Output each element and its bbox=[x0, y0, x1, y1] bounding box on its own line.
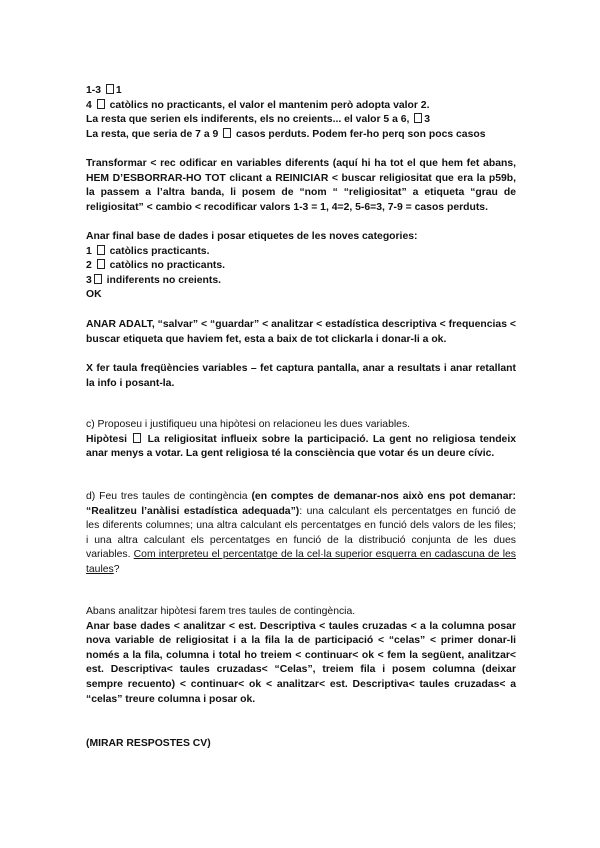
label-item: 3 indiferents no creients. bbox=[86, 274, 221, 286]
footer-note: (MIRAR RESPOSTES CV) bbox=[86, 738, 211, 749]
analysis-intro: Abans analitzar hipòtesi farem tres taules de contingència. bbox=[86, 606, 356, 617]
missing-glyph-icon bbox=[94, 274, 102, 284]
frequency-table-paragraph: X fer taula freqüències variables – fet captura pantalla, anar a resultats i anar retallant la info i posant-la. bbox=[86, 363, 516, 389]
recode-line-1: 1-3 1 bbox=[86, 85, 122, 96]
recode-line-3: La resta que serien els indiferents, els no creients... el valor 5 a 6, 3 bbox=[86, 114, 431, 126]
missing-glyph-icon bbox=[106, 84, 114, 94]
label-item: 1 catòlics practicants. bbox=[86, 245, 210, 257]
missing-glyph-icon bbox=[133, 433, 141, 443]
missing-glyph-icon bbox=[97, 245, 105, 255]
labels-intro: Anar final base de dades i posar etiquetes de les noves categories: bbox=[86, 231, 418, 242]
recode-section bbox=[86, 84, 516, 142]
missing-glyph-icon bbox=[97, 259, 105, 269]
missing-glyph-icon bbox=[97, 99, 105, 109]
hypothesis-question: c) Proposeu i justifiqueu una hipòtesi on relacioneu les dues variables. bbox=[86, 419, 411, 430]
hypothesis-answer: Hipòtesi La religiositat influeix sobre la participació. La gent no religiosa tendeix anar menys a votar. La gent religiosa té la consciència que votar és un deure cívic. bbox=[86, 433, 516, 460]
missing-glyph-icon bbox=[223, 128, 231, 138]
labels-section bbox=[86, 230, 516, 303]
analysis-section bbox=[86, 605, 516, 707]
save-paragraph: ANAR ADALT, “salvar” < “guardar” < analitzar < estadística descriptiva < frequencias < buscar etiqueta que haviem fet, esta a baix de tot clickarla i donar-li a ok. bbox=[86, 319, 516, 345]
recode-line-4: La resta, que seria de 7 a 9 casos perduts. Podem fer-ho perq son pocs casos bbox=[86, 128, 486, 140]
analysis-paragraph: Anar base dades < analitzar < est. Descriptiva < taules cruzadas < a la columna posar nova variable de religiositat i a la fila la de participació < “celas” < primer donar-li només a la fila, columna i total ho treiem < continuar< ok < fem la següent, analitzar< est. Descriptiva< taules cruzadas< “Celas”, treiem fila i posem columna (deixar sempre recuento) < continuar< ok < analitzar< est. Descriptiva< taules cruzadas< a “celas” treure columna i posar ok. bbox=[86, 620, 516, 705]
hypothesis-section bbox=[86, 418, 516, 462]
contingency-question: d) Feu tres taules de contingència (en comptes de demanar-nos això ens pot demanar: “Realitzeu l’anàlisi estadística adequada”): una calculant els percentatges en funció de les diferents columnes; una altra calculant els percentatges en funció dels valors de les files; i una altra calculant els percentatges en funció de la distribució conjunta de les dues variables. Com interpreteu el percentatge de la cel·la superior esquerra en cadascuna de les taules? bbox=[86, 491, 517, 575]
recode-line-2: 4 catòlics no practicants, el valor el mantenim però adopta valor 2. bbox=[86, 99, 430, 111]
transform-paragraph: Transformar < rec odificar en variables diferents (aquí hi ha tot el que hem fet abans, HEM D’ESBORRAR-HO TOT clicant a REINICIAR < buscar religiositat que era la p59b, la passem a l’altra banda, li posem de “nom “ “religiositat” a etiqueta “grau de religiositat” < cambio < recodificar valors 1-3 = 1, 4=2, 5-6=3, 7-9 = casos perduts. bbox=[86, 158, 516, 213]
labels-ok: OK bbox=[86, 289, 102, 301]
label-item: 2 catòlics no practicants. bbox=[86, 260, 226, 272]
missing-glyph-icon bbox=[414, 113, 422, 123]
